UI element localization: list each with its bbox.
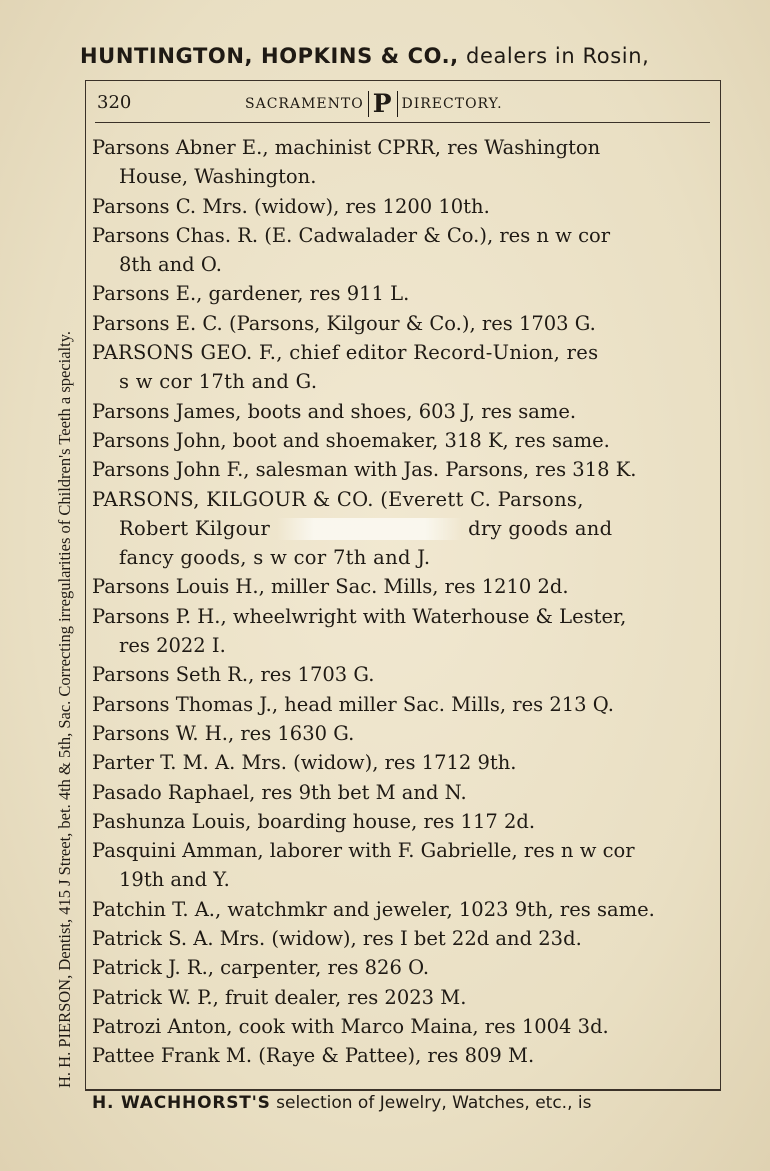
entry-line: Parsons Seth R., res 1703 G. bbox=[92, 663, 375, 687]
entry-line: Parsons James, boots and shoes, 603 J, res same. bbox=[92, 399, 577, 423]
entry-line: Parsons Louis H., miller Sac. Mills, res 1210 2d. bbox=[92, 575, 569, 599]
entry-line: Parsons John, boot and shoemaker, 318 K, res same. bbox=[92, 428, 610, 452]
directory-entry bbox=[92, 279, 702, 308]
entry-line: Patrick W. P., fruit dealer, res 2023 M. bbox=[92, 985, 467, 1009]
directory-entry bbox=[92, 602, 702, 661]
entry-continuation: House, Washington. bbox=[119, 165, 317, 189]
running-head-right: DIRECTORY. bbox=[401, 96, 503, 112]
directory-entry bbox=[92, 192, 702, 221]
running-head-left: SACRAMENTO bbox=[245, 96, 364, 112]
entry-continuation: 8th and O. bbox=[119, 253, 222, 277]
entry-continuation: res 2022 I. bbox=[119, 634, 226, 658]
entry-line: Pasquini Amman, laborer with F. Gabrielle, res n w cor bbox=[92, 839, 635, 863]
entry-line: Parsons John F., salesman with Jas. Parsons, res 318 K. bbox=[92, 458, 637, 482]
bottom-advert-text: selection of Jewelry, Watches, etc., is bbox=[270, 1093, 592, 1113]
entry-line: Patchin T. A., watchmkr and jeweler, 1023 9th, res same. bbox=[92, 897, 655, 921]
running-head bbox=[95, 86, 710, 123]
section-letter: P bbox=[368, 91, 398, 117]
page-number: 320 bbox=[97, 92, 132, 113]
entry-line: Parsons Abner E., machinist CPRR, res Washington bbox=[92, 136, 601, 159]
directory-entry bbox=[92, 485, 702, 573]
entry-continuation-start: Robert Kilgour bbox=[119, 516, 271, 540]
directory-entry bbox=[92, 1012, 702, 1041]
entry-line: Parsons E., gardener, res 911 L. bbox=[92, 282, 410, 306]
entry-line: Parsons P. H., wheelwright with Waterhouse & Lester, bbox=[92, 604, 627, 628]
directory-entry bbox=[92, 455, 702, 484]
top-advertisement bbox=[80, 44, 740, 68]
directory-entry bbox=[92, 836, 702, 895]
directory-entry bbox=[92, 719, 702, 748]
bottom-advertisement bbox=[92, 1093, 722, 1113]
directory-entry bbox=[92, 660, 702, 689]
directory-entry bbox=[92, 924, 702, 953]
top-advert-firm: HUNTINGTON, HOPKINS & CO., bbox=[80, 44, 459, 68]
smudged-text bbox=[277, 518, 462, 540]
entry-line: Patrick J. R., carpenter, res 826 O. bbox=[92, 956, 430, 980]
entry-line: Patrozi Anton, cook with Marco Maina, res 1004 3d. bbox=[92, 1014, 609, 1038]
directory-entry bbox=[92, 778, 702, 807]
entry-continuation: 19th and Y. bbox=[119, 868, 230, 892]
entry-line: Pattee Frank M. (Raye & Pattee), res 809 M. bbox=[92, 1044, 535, 1068]
directory-entry bbox=[92, 133, 702, 192]
entry-continuation: s w cor 17th and G. bbox=[119, 370, 318, 394]
entry-line: Parsons Thomas J., head miller Sac. Mills, res 213 Q. bbox=[92, 692, 614, 716]
directory-entry bbox=[92, 1041, 702, 1070]
directory-entry bbox=[92, 983, 702, 1012]
entry-continuation bbox=[92, 514, 702, 543]
entry-line: PARSONS GEO. F., chief editor Record-Union, res bbox=[92, 341, 599, 365]
running-head-title bbox=[245, 91, 503, 117]
directory-entry bbox=[92, 807, 702, 836]
entry-line: Parsons W. H., res 1630 G. bbox=[92, 721, 355, 745]
directory-entry bbox=[92, 426, 702, 455]
directory-entry bbox=[92, 221, 702, 280]
directory-entry bbox=[92, 690, 702, 719]
entry-line: Pasado Raphael, res 9th bet M and N. bbox=[92, 780, 467, 804]
directory-entry bbox=[92, 338, 702, 397]
entry-line: Patrick S. A. Mrs. (widow), res I bet 22d and 23d. bbox=[92, 927, 582, 951]
top-advert-text: dealers in Rosin, bbox=[458, 44, 650, 68]
directory-entries bbox=[92, 133, 702, 1071]
directory-entry bbox=[92, 397, 702, 426]
entry-continuation: fancy goods, s w cor 7th and J. bbox=[119, 546, 431, 570]
entry-line: Pashunza Louis, boarding house, res 117 2d. bbox=[92, 809, 536, 833]
directory-entry bbox=[92, 953, 702, 982]
entry-line: Parter T. M. A. Mrs. (widow), res 1712 9th. bbox=[92, 751, 517, 775]
entry-line: Parsons C. Mrs. (widow), res 1200 10th. bbox=[92, 194, 490, 218]
directory-entry bbox=[92, 895, 702, 924]
entry-line: Parsons Chas. R. (E. Cadwalader & Co.), res n w cor bbox=[92, 223, 611, 247]
bottom-advert-firm: H. WACHHORST'S bbox=[92, 1093, 271, 1113]
directory-entry bbox=[92, 309, 702, 338]
directory-entry bbox=[92, 748, 702, 777]
entry-line: Parsons E. C. (Parsons, Kilgour & Co.), res 1703 G. bbox=[92, 311, 596, 335]
directory-entry bbox=[92, 572, 702, 601]
entry-line: PARSONS, KILGOUR & CO. (Everett C. Parsons, bbox=[92, 487, 584, 511]
entry-continuation-end: dry goods and bbox=[468, 516, 613, 540]
side-advertisement: H. H. PIERSON, Dentist, 415 J Street, bet. 4th & 5th, Sac. Correcting irregularities of Children's Teeth a specialty. bbox=[55, 330, 74, 1088]
